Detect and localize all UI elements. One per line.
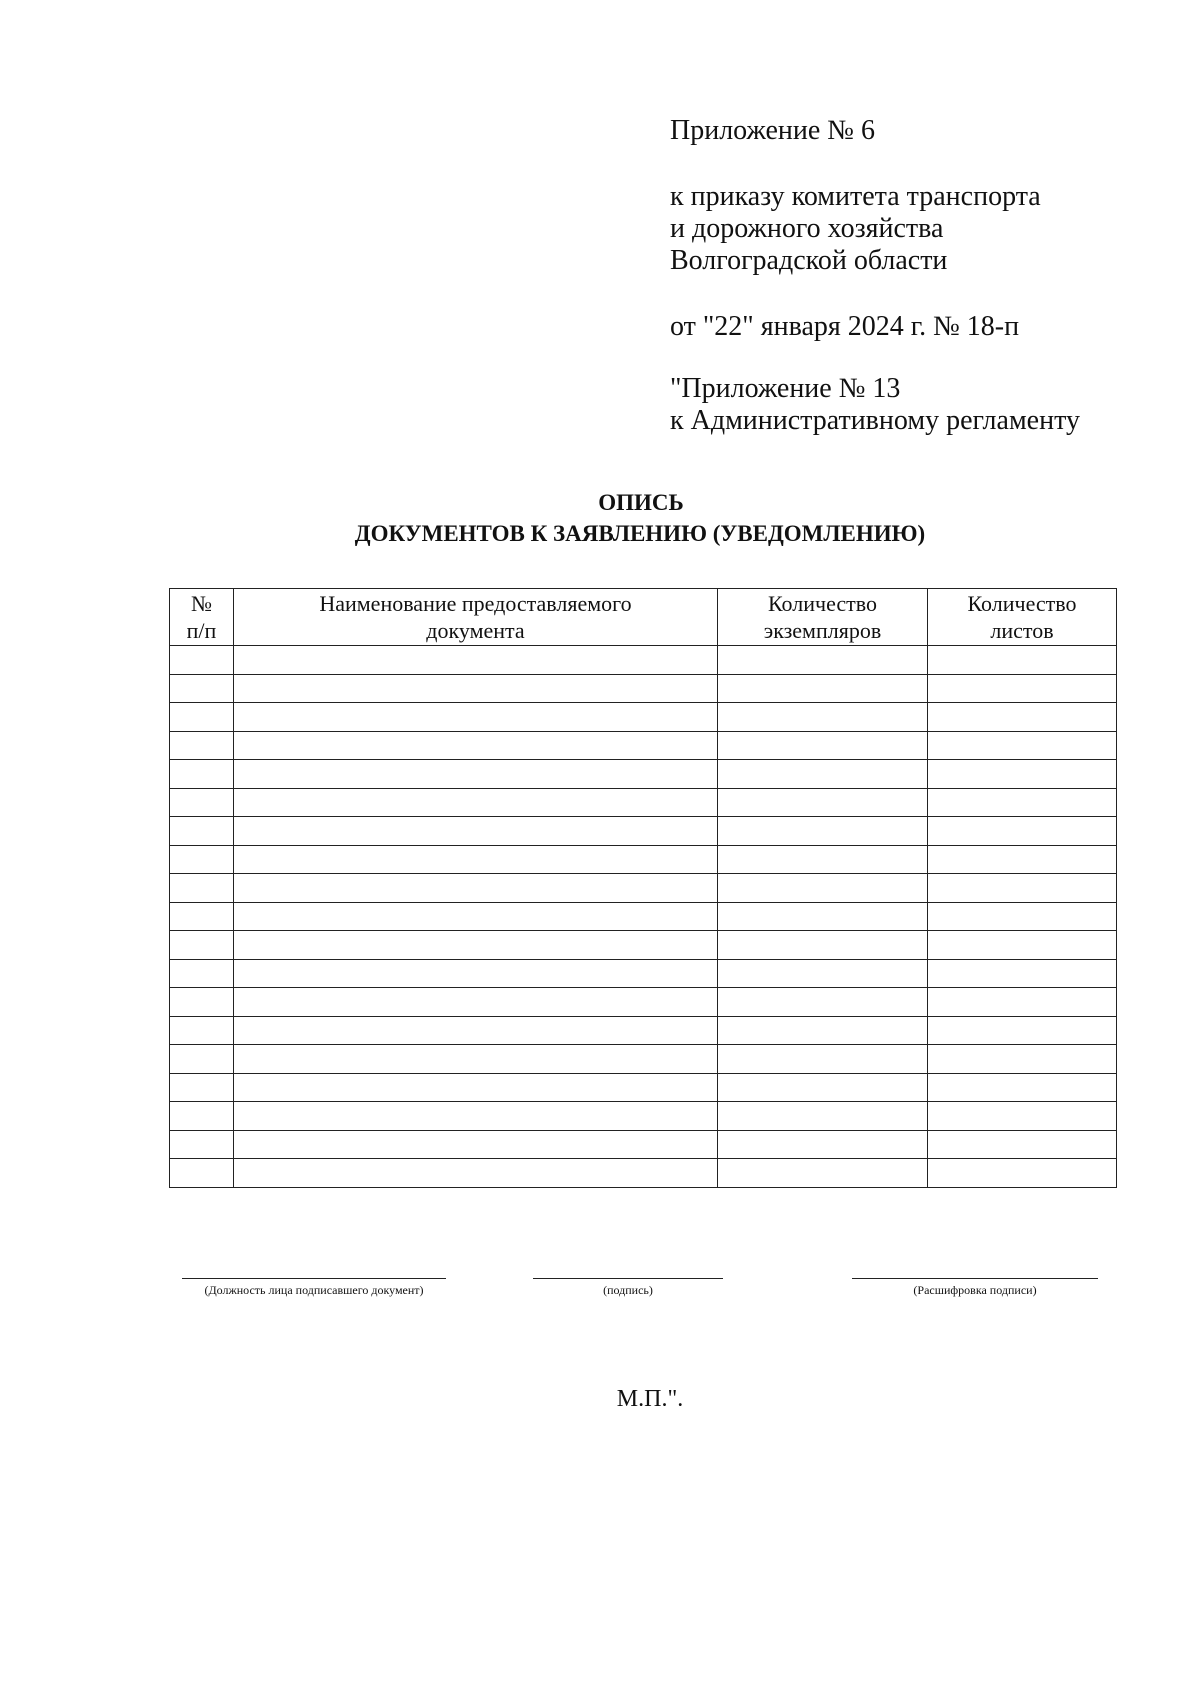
number-cell[interactable] <box>170 988 234 1017</box>
copies-cell[interactable] <box>718 1045 928 1074</box>
copies-cell[interactable] <box>718 674 928 703</box>
number-cell[interactable] <box>170 1045 234 1074</box>
table-row <box>170 731 1117 760</box>
sheets-cell[interactable] <box>928 931 1117 960</box>
table-row <box>170 902 1117 931</box>
table-body <box>170 646 1117 1188</box>
copies-cell[interactable] <box>718 1016 928 1045</box>
document-name-cell[interactable] <box>234 703 718 732</box>
table-row <box>170 988 1117 1017</box>
table-row <box>170 1045 1117 1074</box>
column-header-document-name-line1: Наименование предоставляемого <box>319 591 632 616</box>
table-row <box>170 931 1117 960</box>
table-row <box>170 703 1117 732</box>
table-row <box>170 674 1117 703</box>
order-reference-line-3: Волгоградской области <box>670 245 948 276</box>
appendix-header <box>670 115 1170 437</box>
sheets-cell[interactable] <box>928 1045 1117 1074</box>
number-cell[interactable] <box>170 1073 234 1102</box>
copies-cell[interactable] <box>718 902 928 931</box>
sheets-cell[interactable] <box>928 1159 1117 1188</box>
document-name-cell[interactable] <box>234 931 718 960</box>
order-reference-line-1: к приказу комитета транспорта <box>670 181 1041 212</box>
sheets-cell[interactable] <box>928 845 1117 874</box>
document-name-cell[interactable] <box>234 817 718 846</box>
sheets-cell[interactable] <box>928 1016 1117 1045</box>
sheets-cell[interactable] <box>928 1130 1117 1159</box>
seal-placeholder: М.П.". <box>616 1386 684 1412</box>
sheets-cell[interactable] <box>928 1102 1117 1131</box>
decoding-caption: (Расшифровка подписи) <box>913 1283 1037 1297</box>
column-header-document-name <box>234 589 718 646</box>
signature-line <box>533 1278 723 1279</box>
document-name-cell[interactable] <box>234 674 718 703</box>
table-row <box>170 1016 1117 1045</box>
document-name-cell[interactable] <box>234 788 718 817</box>
column-header-number <box>170 589 234 646</box>
table-row <box>170 959 1117 988</box>
document-subtitle: ДОКУМЕНТОВ К ЗАЯВЛЕНИЮ (УВЕДОМЛЕНИЮ) <box>354 521 926 546</box>
document-name-cell[interactable] <box>234 988 718 1017</box>
sheets-cell[interactable] <box>928 817 1117 846</box>
decoding-signature-line <box>852 1278 1098 1279</box>
table-row <box>170 817 1117 846</box>
copies-cell[interactable] <box>718 1130 928 1159</box>
number-cell[interactable] <box>170 1102 234 1131</box>
table-row <box>170 1159 1117 1188</box>
copies-cell[interactable] <box>718 817 928 846</box>
table-header-row <box>170 589 1117 646</box>
column-header-number-line2: п/п <box>186 618 217 643</box>
column-header-document-name-line2: документа <box>426 618 525 643</box>
table-row <box>170 845 1117 874</box>
signature-caption: (подпись) <box>603 1283 653 1297</box>
sheets-cell[interactable] <box>928 902 1117 931</box>
document-name-cell[interactable] <box>234 1045 718 1074</box>
column-header-copies <box>718 589 928 646</box>
number-cell[interactable] <box>170 788 234 817</box>
copies-cell[interactable] <box>718 788 928 817</box>
number-cell[interactable] <box>170 1016 234 1045</box>
sheets-cell[interactable] <box>928 646 1117 675</box>
number-cell[interactable] <box>170 931 234 960</box>
order-date: от "22" января 2024 г. № 18-п <box>670 311 1020 342</box>
document-name-cell[interactable] <box>234 1016 718 1045</box>
copies-cell[interactable] <box>718 874 928 903</box>
number-cell[interactable] <box>170 731 234 760</box>
column-header-sheets <box>928 589 1117 646</box>
number-cell[interactable] <box>170 845 234 874</box>
copies-cell[interactable] <box>718 731 928 760</box>
position-caption: (Должность лица подписавшего документ) <box>204 1283 424 1297</box>
copies-cell[interactable] <box>718 845 928 874</box>
document-name-cell[interactable] <box>234 1159 718 1188</box>
document-title: ОПИСЬ <box>598 490 684 515</box>
table-row <box>170 646 1117 675</box>
number-cell[interactable] <box>170 760 234 789</box>
copies-cell[interactable] <box>718 703 928 732</box>
number-cell[interactable] <box>170 817 234 846</box>
column-header-sheets-line1: Количество <box>967 591 1077 616</box>
sheets-cell[interactable] <box>928 788 1117 817</box>
column-header-sheets-line2: листов <box>990 618 1054 643</box>
document-name-cell[interactable] <box>234 902 718 931</box>
number-cell[interactable] <box>170 674 234 703</box>
column-header-number-line1: № <box>191 591 212 616</box>
sheets-cell[interactable] <box>928 703 1117 732</box>
document-name-cell[interactable] <box>234 1130 718 1159</box>
document-name-cell[interactable] <box>234 959 718 988</box>
table-row <box>170 1130 1117 1159</box>
table-row <box>170 1073 1117 1102</box>
number-cell[interactable] <box>170 1130 234 1159</box>
regulation-reference-line-1: "Приложение № 13 <box>670 373 901 404</box>
column-header-copies-line1: Количество <box>767 591 878 616</box>
document-name-cell[interactable] <box>234 646 718 675</box>
number-cell[interactable] <box>170 646 234 675</box>
table-row <box>170 1102 1117 1131</box>
document-name-cell[interactable] <box>234 760 718 789</box>
position-signature-line <box>182 1278 446 1279</box>
sheets-cell[interactable] <box>928 1073 1117 1102</box>
column-header-copies-line2: экземпляров <box>763 618 882 643</box>
table-row <box>170 788 1117 817</box>
document-name-cell[interactable] <box>234 874 718 903</box>
order-reference-line-2: и дорожного хозяйства <box>670 213 944 244</box>
appendix-number: Приложение № 6 <box>670 115 875 146</box>
copies-cell[interactable] <box>718 1073 928 1102</box>
copies-cell[interactable] <box>718 1102 928 1131</box>
document-name-cell[interactable] <box>234 1073 718 1102</box>
sheets-cell[interactable] <box>928 959 1117 988</box>
table-row <box>170 874 1117 903</box>
number-cell[interactable] <box>170 959 234 988</box>
documents-inventory-table <box>169 588 1117 1188</box>
document-name-cell[interactable] <box>234 845 718 874</box>
sheets-cell[interactable] <box>928 988 1117 1017</box>
regulation-reference-line-2: к Административному регламенту <box>670 405 1080 436</box>
sheets-cell[interactable] <box>928 760 1117 789</box>
document-name-cell[interactable] <box>234 1102 718 1131</box>
number-cell[interactable] <box>170 1159 234 1188</box>
sheets-cell[interactable] <box>928 674 1117 703</box>
document-name-cell[interactable] <box>234 731 718 760</box>
number-cell[interactable] <box>170 703 234 732</box>
copies-cell[interactable] <box>718 646 928 675</box>
sheets-cell[interactable] <box>928 731 1117 760</box>
copies-cell[interactable] <box>718 959 928 988</box>
number-cell[interactable] <box>170 902 234 931</box>
copies-cell[interactable] <box>718 931 928 960</box>
number-cell[interactable] <box>170 874 234 903</box>
copies-cell[interactable] <box>718 1159 928 1188</box>
copies-cell[interactable] <box>718 988 928 1017</box>
sheets-cell[interactable] <box>928 874 1117 903</box>
copies-cell[interactable] <box>718 760 928 789</box>
table-row <box>170 760 1117 789</box>
